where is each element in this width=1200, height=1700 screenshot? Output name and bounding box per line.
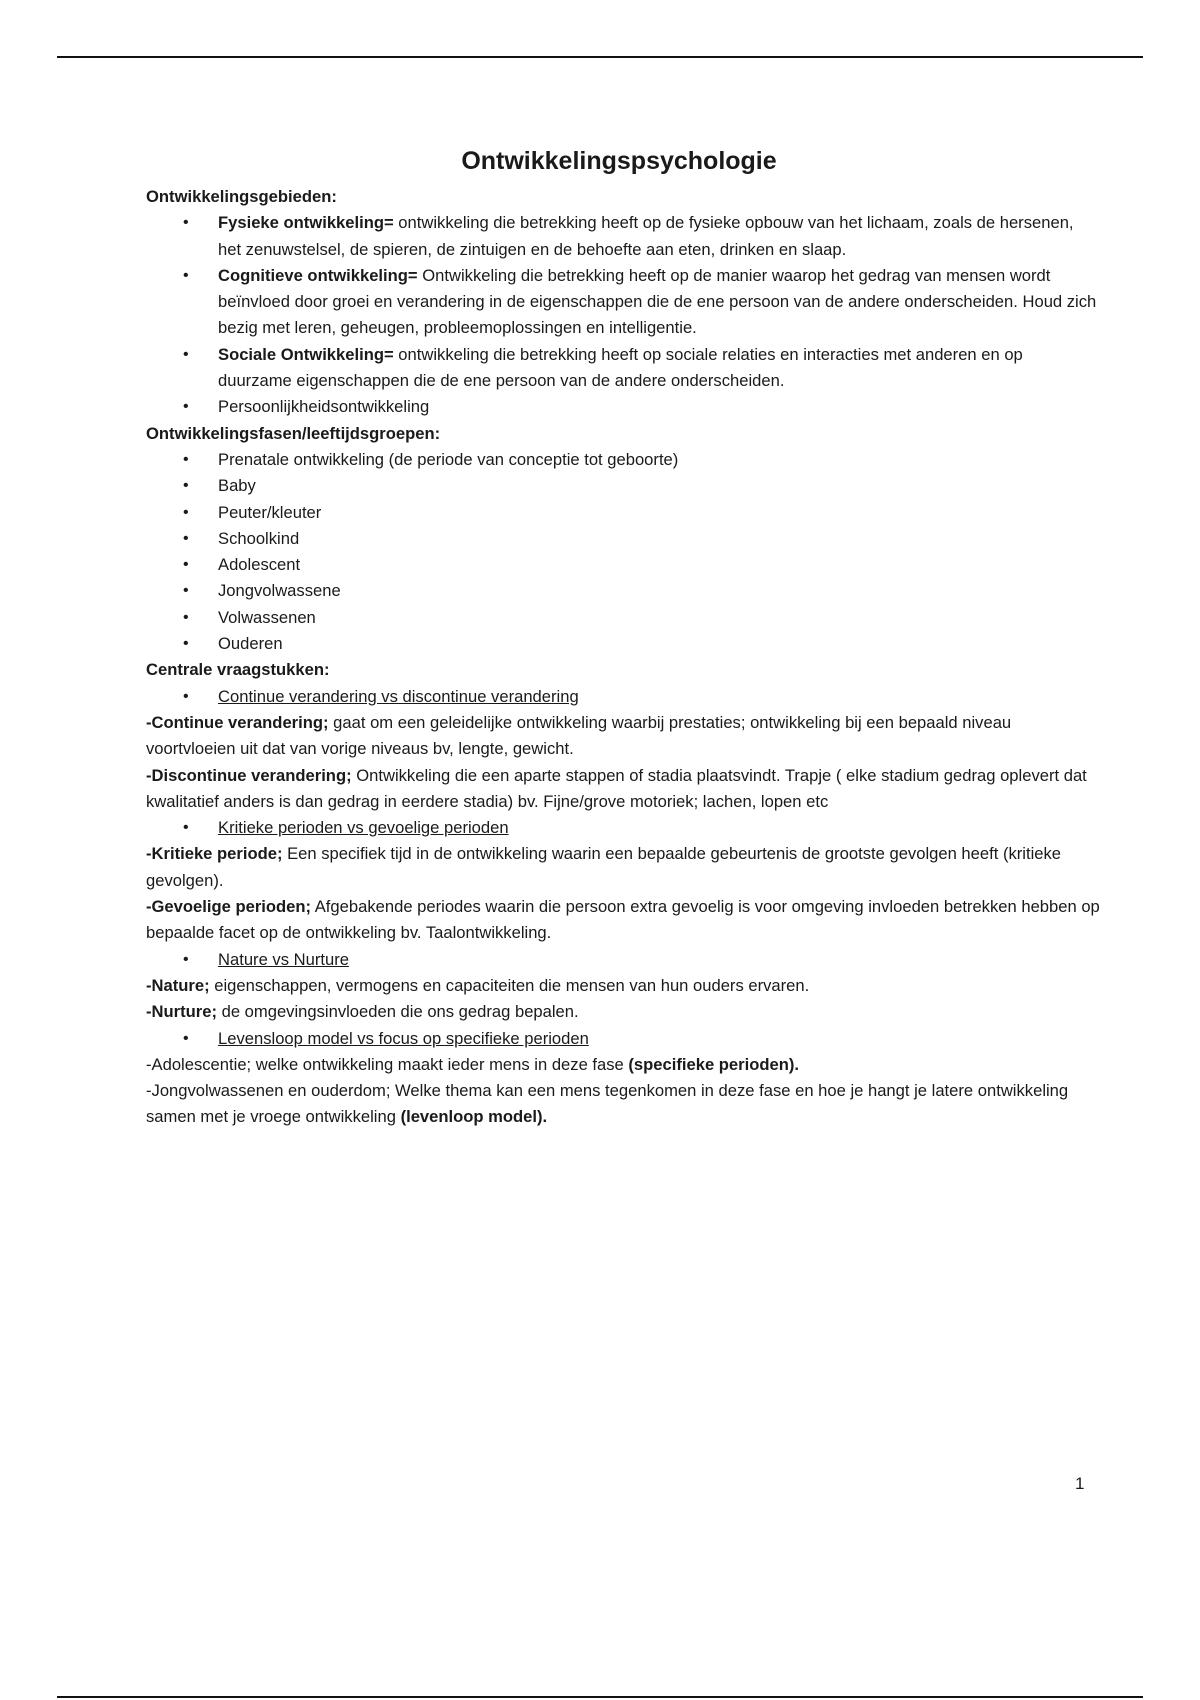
bullet-icon: • — [183, 503, 189, 521]
list-item — [146, 578, 1101, 604]
list-item — [146, 631, 1101, 657]
topic-item — [146, 684, 1101, 710]
paragraph — [146, 763, 1101, 816]
topic-label: Continue verandering vs discontinue verandering — [218, 686, 579, 706]
phase-label: Jongvolwassene — [218, 581, 341, 601]
section-heading-areas: Ontwikkelingsgebieden: — [146, 187, 337, 206]
list-item — [146, 263, 1101, 342]
bullet-icon: • — [183, 345, 189, 363]
paragraph — [146, 710, 1101, 763]
paragraph — [146, 999, 1101, 1025]
phase-label: Schoolkind — [218, 528, 300, 548]
topic-label: Nature vs Nurture — [218, 949, 349, 969]
list-item — [146, 447, 1101, 473]
term: -Kritieke periode; — [146, 844, 283, 864]
term: Fysieke ontwikkeling= — [218, 213, 394, 233]
topic-item — [146, 1026, 1101, 1052]
definition: Persoonlijkheidsontwikkeling — [218, 397, 430, 417]
term: Sociale Ontwikkeling= — [218, 344, 394, 364]
bullet-icon: • — [183, 529, 189, 547]
phase-label: Adolescent — [218, 555, 301, 575]
phases-list — [146, 447, 1101, 657]
bullet-icon: • — [183, 608, 189, 626]
list-item — [146, 342, 1101, 395]
paragraph — [146, 894, 1101, 947]
paragraph — [146, 841, 1101, 894]
term: -Nurture; — [146, 1002, 217, 1022]
definition: eigenschappen, vermogens en capaciteiten die mensen van hun ouders ervaren. — [209, 975, 810, 995]
bullet-icon: • — [183, 266, 189, 284]
bullet-icon: • — [183, 819, 189, 837]
topic-list — [146, 947, 1101, 973]
topic-item — [146, 815, 1101, 841]
phase-label: Peuter/kleuter — [218, 502, 322, 522]
list-item — [146, 394, 1101, 420]
section-heading-phases: Ontwikkelingsfasen/leeftijdsgroepen: — [146, 423, 441, 443]
bullet-icon: • — [183, 477, 189, 495]
document-body — [146, 184, 1101, 1131]
list-item — [146, 473, 1101, 499]
phase-label: Ouderen — [218, 634, 283, 654]
topic-list — [146, 1026, 1101, 1052]
definition: Afgebakende periodes waarin die persoon extra gevoelig is voor omgeving invloeden betrekken hebben op bepaalde facet op de ontwikkeling bv. Taalontwikkeling. — [146, 897, 1100, 943]
areas-list — [146, 210, 1101, 420]
topic-label: Kritieke perioden vs gevoelige perioden — [218, 818, 509, 838]
footer-rule — [57, 1696, 1143, 1698]
definition: gaat om een geleidelijke ontwikkeling waarbij prestaties; ontwikkeling bij een bepaald niveau voortvloeien uit dat van vorige niveaus bv, lengte, gewicht. — [146, 712, 1012, 759]
paragraph — [146, 1078, 1101, 1131]
topic-list — [146, 684, 1101, 710]
paragraph-emphasis: (levenloop model). — [400, 1107, 548, 1127]
bullet-icon: • — [183, 1029, 189, 1047]
list-item — [146, 526, 1101, 552]
bullet-icon: • — [183, 635, 189, 653]
definition: ontwikkeling die betrekking heeft op de fysieke opbouw van het lichaam, zoals de hersenen, het zenuwstelsel, de spieren, de zintuigen en de behoefte aan eten, drinken en slaap. — [218, 213, 1074, 259]
definition: Een specifiek tijd in de ontwikkeling waarin een bepaalde gebeurtenis de grootste gevolgen heeft (kritieke gevolgen). — [146, 844, 1062, 890]
bullet-icon: • — [183, 398, 189, 416]
definition: Ontwikkeling die een aparte stappen of stadia plaatsvindt. Trapje ( elke stadium gedrag oplevert dat kwalitatief anders is dan gedrag in eerdere stadia) bv. Fijne/grove motoriek; lachen, lopen etc — [146, 765, 1087, 811]
bullet-icon: • — [183, 214, 189, 232]
phase-label: Baby — [218, 476, 256, 496]
bullet-icon: • — [183, 450, 189, 468]
paragraph-emphasis: (specifieke perioden). — [628, 1054, 799, 1074]
paragraph-text: -Jongvolwassenen en ouderdom; Welke thema kan een mens tegenkomen in deze fase en hoe je hangt je latere ontwikkeling samen met je vroege ontwikkeling — [146, 1081, 1069, 1127]
topic-label: Levensloop model vs focus op specifieke perioden — [218, 1028, 589, 1048]
term: -Discontinue verandering; — [146, 765, 352, 785]
list-item — [146, 605, 1101, 631]
topic-item — [146, 947, 1101, 973]
list-item — [146, 210, 1101, 263]
paragraph-text: -Adolescentie; welke ontwikkeling maakt ieder mens in deze fase — [146, 1054, 629, 1074]
definition: ontwikkeling die betrekking heeft op sociale relaties en interacties met anderen en op duurzame eigenschappen die de ene persoon van de andere onderscheiden. — [218, 344, 1023, 391]
section-heading-questions: Centrale vraagstukken: — [146, 660, 330, 680]
topic-list — [146, 815, 1101, 841]
list-item — [146, 500, 1101, 526]
phase-label: Volwassenen — [218, 607, 316, 627]
definition: de omgevingsinvloeden die ons gedrag bepalen. — [216, 1002, 579, 1022]
bullet-icon: • — [183, 687, 189, 705]
definition: Ontwikkeling die betrekking heeft op de manier waarop het gedrag van mensen wordt beïnvloed door groei en verandering in de eigenschappen die de ene persoon van de andere onderscheiden. Houd zich bezig met leren, geheugen, probleemoplossingen en intelligentie. — [218, 265, 1097, 338]
paragraph — [146, 973, 1101, 999]
phase-label: Prenatale ontwikkeling (de periode van conceptie tot geboorte) — [218, 449, 679, 469]
term: -Nature; — [146, 975, 210, 995]
list-item — [146, 552, 1101, 578]
paragraph — [146, 1052, 1101, 1078]
page-number: 1 — [1075, 1474, 1085, 1493]
header-rule — [57, 56, 1143, 58]
term: -Continue verandering; — [146, 712, 329, 732]
term: Cognitieve ontwikkeling= — [218, 265, 418, 285]
page-title: Ontwikkelingspsychologie — [461, 147, 777, 175]
term: -Gevoelige perioden; — [146, 897, 312, 917]
bullet-icon: • — [183, 950, 189, 968]
bullet-icon: • — [183, 556, 189, 574]
bullet-icon: • — [183, 582, 189, 600]
